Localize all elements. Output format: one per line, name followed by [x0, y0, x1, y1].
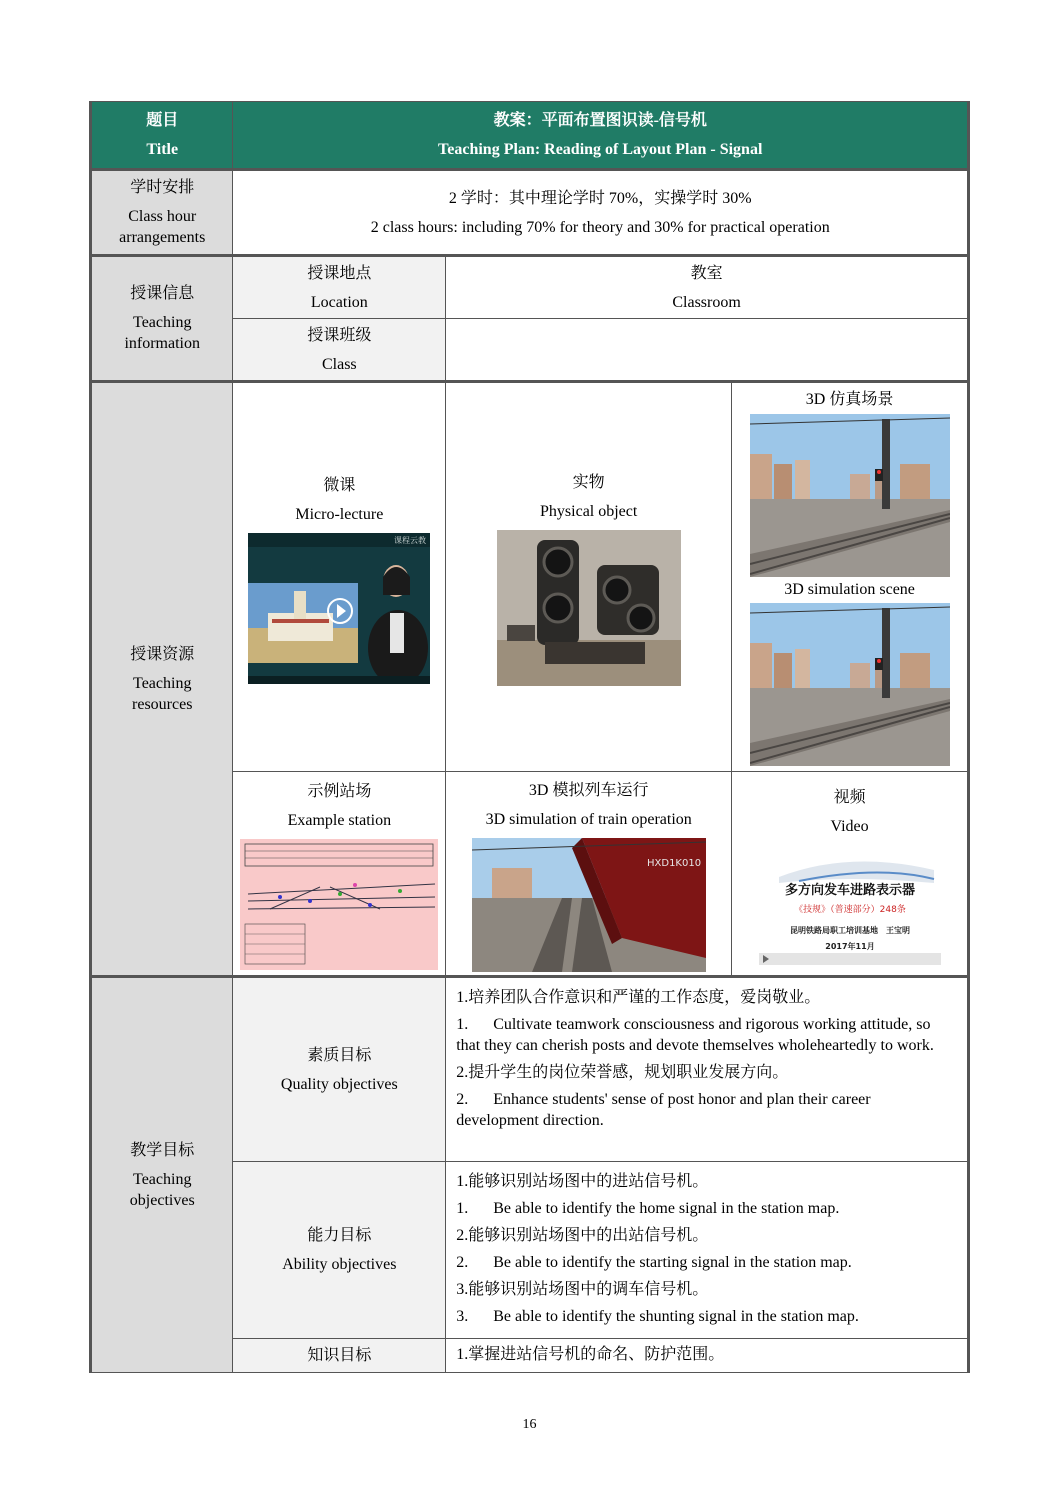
objectives-label-cell — [91, 977, 233, 1373]
example-station-caption-en: Example station — [287, 812, 392, 829]
example-station-cell — [233, 772, 446, 977]
train-3d-caption-zh: 3D 模拟列车运行 — [528, 781, 649, 799]
class-label-cell — [233, 319, 446, 382]
class-label-en: Class — [321, 355, 357, 373]
resources-label-zh: 授课资源 — [130, 645, 195, 663]
title-label-cell — [91, 102, 233, 170]
physical-object-caption-en: Physical object — [540, 503, 638, 520]
physical-object-caption-zh: 实物 — [572, 474, 605, 491]
video-caption-zh: 视频 — [833, 788, 866, 806]
quality-label-cell — [233, 977, 446, 1162]
train-plate: HXD1K010 — [646, 857, 701, 869]
class-hours-value-en: 2 class hours: including 70% for theory and 30% for practical operation — [370, 218, 830, 236]
location-value-cell — [446, 256, 969, 319]
micro-lecture-video-thumbnail[interactable] — [248, 533, 430, 684]
scene-3d-image-2 — [750, 603, 950, 766]
scene-3d-cell — [732, 382, 969, 772]
video-thumb-org: 昆明铁路局职工培训基地 王宝明 — [789, 925, 910, 935]
micro-lecture-cell — [233, 382, 446, 772]
location-label-cell — [233, 256, 446, 319]
quality-item-1-en: 1. Cultivate teamwork consciousness and rigorous working attitude, so that they can cherish posts and devote themselves wholeheartedly to work. — [456, 1016, 934, 1054]
video-caption-en: Video — [830, 817, 869, 835]
ability-item-2-en: 2. Be able to identify the starting signal in the station map. — [456, 1254, 852, 1271]
title-label-en: Title — [146, 141, 179, 158]
knowledge-label-zh: 知识目标 — [307, 1347, 372, 1364]
video-thumb-date: 2017年11月 — [824, 941, 875, 951]
ability-item-1-zh: 1.能够识别站场图中的进站信号机。 — [456, 1173, 709, 1190]
quality-item-1-zh: 1.培养团队合作意识和严谨的工作态度，爱岗敬业。 — [456, 989, 821, 1006]
micro-lecture-caption-zh: 微课 — [323, 476, 356, 494]
signal-photo — [497, 530, 681, 686]
title-value-en: Teaching Plan: Reading of Layout Plan - Signal — [438, 141, 763, 158]
ability-item-2-zh: 2.能够识别站场图中的出站信号机。 — [456, 1227, 709, 1244]
quality-label-zh: 素质目标 — [307, 1046, 372, 1064]
ability-item-3-zh: 3.能够识别站场图中的调车信号机。 — [456, 1281, 709, 1298]
title-value-cell — [233, 102, 969, 170]
scene-3d-caption-zh: 3D 仿真场景 — [805, 391, 894, 408]
knowledge-item-1-zh: 1.掌握进站信号机的命名、防护范围。 — [456, 1346, 725, 1363]
video-cell — [732, 772, 969, 977]
train-3d-caption-en: 3D simulation of train operation — [485, 810, 692, 828]
micro-lecture-caption-en: Micro-lecture — [295, 505, 384, 523]
class-value-cell — [446, 319, 969, 382]
class-label-zh: 授课班级 — [307, 326, 372, 344]
location-value-zh: 教室 — [690, 264, 723, 282]
class-hours-label-en: Class hour arrangements — [119, 208, 206, 246]
class-hours-label-zh: 学时安排 — [130, 179, 195, 196]
class-hours-value-cell — [233, 170, 969, 256]
physical-object-cell — [446, 382, 732, 772]
quality-item-2-en: 2. Enhance students' sense of post honor and plan their career development direction. — [456, 1091, 871, 1129]
train-3d-image — [472, 838, 706, 972]
lesson-plan-document — [89, 101, 970, 1373]
teaching-info-label-en: Teaching information — [124, 314, 200, 352]
resources-label-en: Teaching resources — [132, 674, 193, 713]
objectives-label-zh: 教学目标 — [130, 1141, 195, 1159]
title-value-zh: 教案：平面布置图识读-信号机 — [493, 112, 707, 129]
knowledge-label-cell — [233, 1339, 446, 1373]
resources-label-cell — [91, 382, 233, 977]
example-station-caption-zh: 示例站场 — [307, 783, 372, 800]
lesson-plan-table — [89, 101, 970, 1373]
quality-items-cell — [446, 977, 969, 1162]
train-3d-cell — [446, 772, 732, 977]
scene-3d-caption-en: 3D simulation scene — [784, 581, 915, 598]
video-thumbnail[interactable] — [759, 845, 941, 965]
video-thumb-title: 多方向发车进路表示器 — [784, 882, 915, 898]
location-value-en: Classroom — [672, 293, 741, 311]
knowledge-items-cell — [446, 1339, 969, 1373]
micro-lecture-logo: 课程云教 — [394, 535, 427, 545]
ability-items-cell — [446, 1162, 969, 1339]
teaching-info-label-cell — [91, 256, 233, 382]
page-number: 16 — [522, 1417, 537, 1432]
title-label-zh: 题目 — [146, 112, 179, 129]
class-hours-label-cell — [91, 170, 233, 256]
video-thumb-subtitle: 《技规》（普速部分）248条 — [793, 904, 906, 915]
ability-item-1-en: 1. Be able to identify the home signal in the station map. — [456, 1200, 840, 1217]
location-label-en: Location — [310, 293, 368, 311]
ability-label-cell — [233, 1162, 446, 1339]
quality-item-2-zh: 2.提升学生的岗位荣誉感，规划职业发展方向。 — [456, 1064, 789, 1081]
station-diagram-image — [240, 839, 438, 970]
ability-item-3-en: 3. Be able to identify the shunting signal in the station map. — [456, 1308, 859, 1325]
ability-label-en: Ability objectives — [282, 1256, 397, 1273]
objectives-label-en: Teaching objectives — [129, 1170, 195, 1209]
ability-label-zh: 能力目标 — [307, 1227, 372, 1244]
scene-3d-image-1 — [750, 414, 950, 577]
teaching-info-label-zh: 授课信息 — [130, 285, 195, 302]
location-label-zh: 授课地点 — [307, 264, 372, 282]
quality-label-en: Quality objectives — [280, 1075, 398, 1093]
class-hours-value-zh: 2 学时：其中理论学时 70%，实操学时 30% — [448, 189, 752, 207]
